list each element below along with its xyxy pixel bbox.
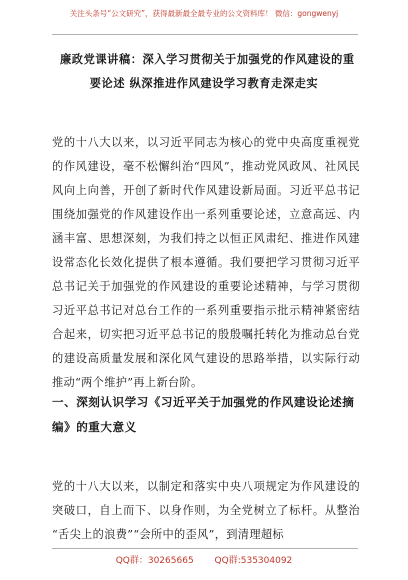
section-heading: 一、深刻认识学习《习近平关于加强党的作风建设论述摘编》的重大意义 [52,395,355,434]
title-line-2: 要论述 纵深推进作风建设学习教育走深走实 [89,76,319,90]
footer-divider [52,548,358,549]
footer [0,553,408,566]
header-note: 关注头条号“公文研究”，获得最新最全最专业的公文资料库！ 微信：gongwenyj [69,9,339,18]
body-paragraph: 党的十八大以来，以制定和落实中央八项规定为作风建设的突破口，自上而下、以身作则，为全党树立了标杆。从整治 “舌尖上的浪费”“会所中的歪风”，到清理超标 [52,480,360,541]
intro-paragraph: 党的十八大以来，以习近平同志为核心的党中央高度重视党的作风建设，毫不松懈纠治“四风”，推动党风政风、社风民风向上向善，开创了新时代作风建设新局面。习近平总书记围绕加强党的作风建设作出一系列重要论述，立意高远、内涵丰富、思想深刻，为我们持之以恒正风肃纪、推进作风建设常态化长效化提供了根本遵循。我们要把学习贯彻习近平总书记关于加强党的作风建设的重要论述精神，与学习贯彻习近平总书记对总台工作的一系列重要指示批示精神紧密结合起来，切实把习近平总书记的殷殷嘱托转化为推动总台党的建设高质量发展和深化风气建设的思路举措，以实际行动推动“两个维护”再上新台阶。 [52,136,360,389]
title-line-1: 廉政党课讲稿：深入学习贯彻关于加强党的作风建设的重 [60,52,355,66]
footer-qq-group-2: QQ群:535304092 [214,556,293,566]
document-title [60,47,358,95]
header-divider [52,34,358,35]
footer-qq-group-1: QQ群：30265665 [115,556,194,566]
